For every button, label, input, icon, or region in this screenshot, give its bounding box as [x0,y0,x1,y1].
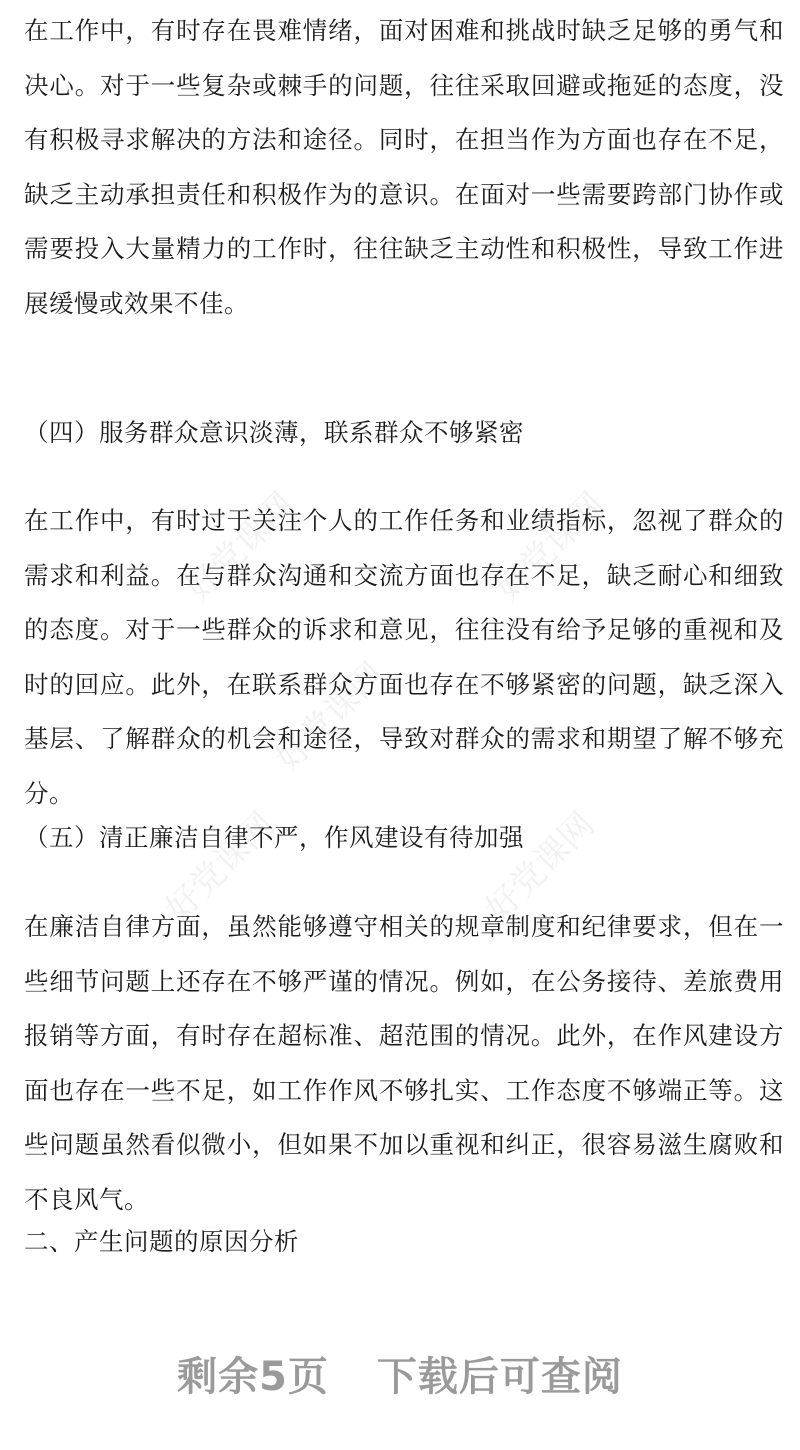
download-prompt[interactable] [0,1345,800,1402]
paragraph-serving-masses: 在工作中，有时过于关注个人的工作任务和业绩指标，忽视了群众的需求和利益。在与群众沟通和交流方面也存在不足，缺乏耐心和细致的态度。对于一些群众的诉求和意见，往往没有给予足够的重视和及时的回应。此外，在联系群众方面也存在不够紧密的问题，缺乏深入基层、了解群众的机会和途径，导致对群众的需求和期望了解不够充分。 [24,506,784,808]
watermark: 好党课网 [158,804,283,930]
paragraph-responsibility: 在工作中，有时存在畏难情绪，面对困难和挑战时缺乏足够的勇气和决心。对于一些复杂或棘手的问题，往往采取回避或拖延的态度，没有积极寻求解决的方法和途径。同时，在担当作为方面也存在不足，缺乏主动承担责任和积极作为的意识。在面对一些需要跨部门协作或需要投入大量精力的工作时，往往缺乏主动性和积极性，导致工作进展缓慢或效果不佳。 [24,16,784,318]
watermark: 好党课网 [478,804,603,930]
watermark: 好党课网 [268,654,393,780]
download-hint-label: 下载后可查阅 [376,1354,623,1400]
paragraph-integrity: 在廉洁自律方面，虽然能够遵守相关的规章制度和纪律要求，但在一些细节问题上还存在不够严谨的情况。例如，在公务接待、差旅费用报销等方面，有时存在超标准、超范围的情况。此外，在作风建设方面也存在一些不足，如工作作风不够扎实、工作态度不够端正等。这些问题虽然看似微小，但如果不加以重视和纠正，很容易滋生腐败和不良风气。 [24,912,784,1214]
section-heading-5: （五）清正廉洁自律不严，作风建设有待加强 [24,823,524,852]
remaining-pages-label: 剩余5页 [177,1354,329,1400]
section-heading-4: （四）服务群众意识淡薄，联系群众不够紧密 [24,418,524,447]
watermark: 好党课网 [178,484,303,610]
section-heading-2: 二、产生问题的原因分析 [24,1227,299,1256]
watermark: 好党课网 [488,484,613,610]
